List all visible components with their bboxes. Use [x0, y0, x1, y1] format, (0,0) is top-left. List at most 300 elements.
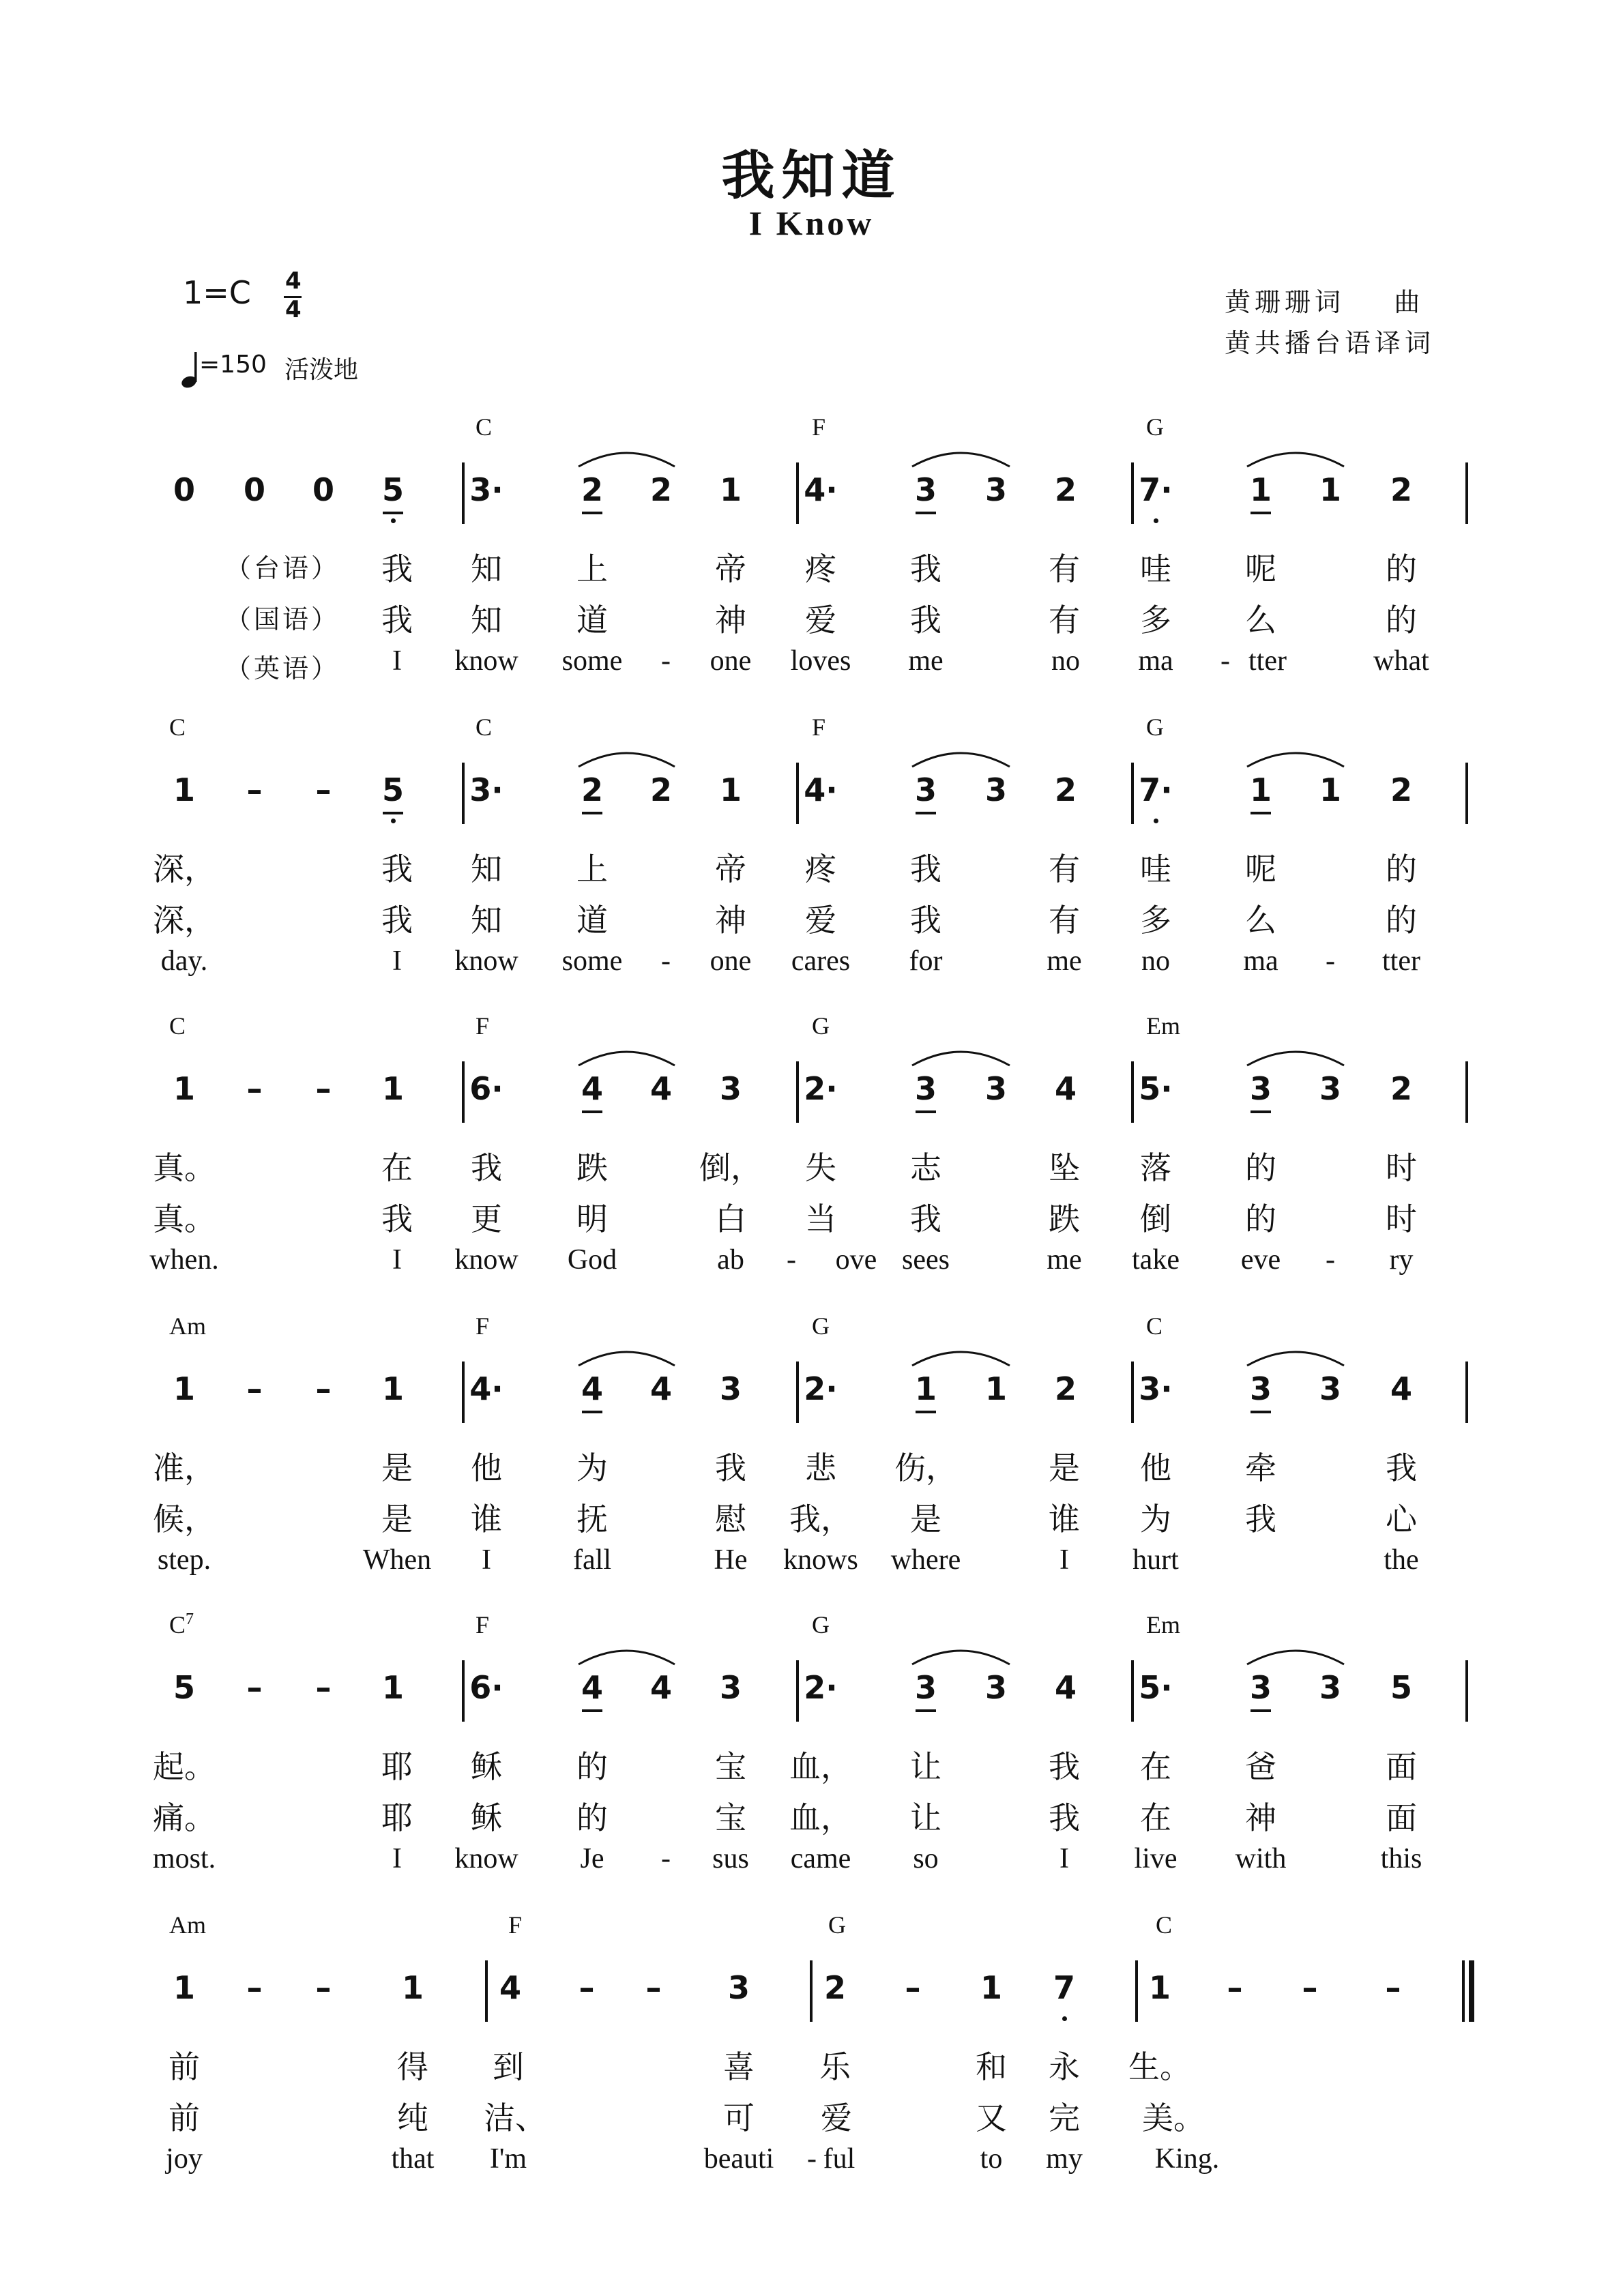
slur-arc — [1246, 744, 1345, 771]
lyric-english: cares — [791, 945, 851, 977]
lyric-english: He — [714, 1544, 748, 1576]
lyric-mandarin: 完 — [1049, 2100, 1080, 2136]
lyric-taiwanese: 面 — [1386, 1748, 1417, 1785]
song-title-english: I Know — [748, 204, 875, 242]
lyric-mandarin: 倒 — [1140, 1201, 1171, 1237]
jianpu-note: 3 — [1319, 1669, 1341, 1706]
chord-symbol: G — [1146, 713, 1164, 741]
lower-octave-dot — [391, 518, 396, 523]
lyric-taiwanese: 乐 — [819, 2048, 851, 2085]
jianpu-note: 2 — [1054, 771, 1077, 808]
jianpu-note: 2 — [1390, 1070, 1412, 1107]
jianpu-note: 0 — [243, 471, 265, 508]
lyric-mandarin: 美。 — [1142, 2100, 1205, 2136]
slur-arc — [911, 1342, 1011, 1370]
lyric-mandarin: 爱 — [821, 2100, 852, 2136]
lyric-taiwanese: 呢 — [1245, 851, 1276, 887]
jianpu-note: – — [246, 1370, 263, 1407]
lyric-mandarin: 耶 — [381, 1799, 413, 1836]
lyric-mandarin: 多 — [1140, 602, 1171, 638]
lyric-taiwanese: 我 — [471, 1149, 502, 1186]
slur-arc — [1246, 443, 1345, 471]
lyric-taiwanese: 的 — [1386, 851, 1417, 887]
lyric-english: tter — [1382, 945, 1420, 977]
note-underline — [582, 512, 602, 514]
lyric-mandarin: 跌 — [1049, 1201, 1080, 1237]
lower-octave-dot — [1062, 2016, 1067, 2021]
lyric-mandarin: 的 — [576, 1799, 608, 1836]
lyric-english: Je — [580, 1843, 604, 1874]
lower-octave-dot — [1154, 518, 1158, 523]
jianpu-note: 1 — [980, 1969, 1002, 2006]
lyric-taiwanese: 有 — [1049, 851, 1080, 887]
jianpu-note: – — [579, 1969, 595, 2006]
lyric-mandarin: 纯 — [397, 2100, 428, 2136]
lyric-taiwanese: 为 — [576, 1449, 608, 1486]
lyric-english: I — [392, 1843, 402, 1874]
language-label: （国语） — [225, 604, 340, 634]
lyric-english: me — [1047, 1244, 1082, 1276]
note-underline — [1251, 812, 1271, 814]
lyric-mandarin: 谁 — [1049, 1501, 1080, 1537]
lyric-taiwanese: 血， — [789, 1748, 852, 1785]
jianpu-note: 3 — [1319, 1370, 1341, 1407]
note-underline — [1251, 1110, 1271, 1113]
chord-symbol: C — [476, 713, 493, 741]
lyric-taiwanese: 准， — [153, 1449, 216, 1486]
lyric-mandarin: 洁、 — [484, 2100, 546, 2136]
jianpu-note: 1 — [914, 1370, 937, 1407]
lyric-english: beauti — [703, 2143, 774, 2175]
lyric-mandarin: 谁 — [471, 1501, 502, 1537]
lyric-mandarin: 神 — [1245, 1799, 1276, 1836]
lower-octave-dot — [391, 819, 396, 823]
lyric-taiwanese: 失 — [805, 1149, 836, 1186]
jianpu-note: 4 — [649, 1669, 672, 1706]
jianpu-note: 1 — [381, 1370, 404, 1407]
lyric-taiwanese: 悲 — [805, 1449, 836, 1486]
lyric-mandarin: 爱 — [805, 902, 836, 939]
jianpu-note: – — [315, 1969, 332, 2006]
lyric-mandarin: 我 — [910, 1201, 941, 1237]
lyric-taiwanese: 在 — [1140, 1748, 1171, 1785]
lyric-taiwanese: 帝 — [715, 851, 746, 887]
slur-arc — [577, 1042, 676, 1070]
jianpu-note: 1 — [719, 771, 742, 808]
note-underline — [916, 812, 936, 814]
lyric-taiwanese: 我 — [381, 851, 413, 887]
lyric-taiwanese: 永 — [1049, 2048, 1080, 2085]
chord-symbol: G — [812, 1312, 830, 1340]
lyric-mandarin: 更 — [471, 1201, 502, 1237]
lyric-mandarin: 稣 — [471, 1799, 502, 1836]
lyric-mandarin: 慰 — [715, 1501, 746, 1537]
lyric-mandarin: 抚 — [576, 1501, 608, 1537]
note-underline — [582, 1709, 602, 1712]
jianpu-note: 2 — [581, 771, 603, 808]
lyric-mandarin: 让 — [910, 1799, 941, 1836]
jianpu-note: – — [315, 771, 332, 808]
jianpu-note: 4 — [649, 1070, 672, 1107]
lyric-taiwanese: 生。 — [1128, 2048, 1191, 2085]
jianpu-note: 5· — [1139, 1669, 1173, 1706]
chord-symbol: $C^7$ — [169, 1610, 194, 1638]
barline — [1465, 1660, 1468, 1722]
lyric-mandarin: 么 — [1245, 602, 1276, 638]
song-title-chinese: 我知道 — [721, 145, 902, 207]
lyric-taiwanese: 疼 — [805, 550, 836, 587]
note-underline — [916, 1709, 936, 1712]
lyric-mandarin: 我， — [789, 1501, 852, 1537]
jianpu-note: 7· — [1139, 471, 1173, 508]
barline — [1465, 763, 1468, 824]
lyric-english: so — [913, 1843, 939, 1874]
lyric-taiwanese: 爸 — [1245, 1748, 1276, 1785]
lyric-english: King. — [1154, 2143, 1220, 2175]
slur-arc — [1246, 1641, 1345, 1668]
lyric-mandarin: 多 — [1140, 902, 1171, 939]
lyric-mandarin: 在 — [1140, 1799, 1171, 1836]
lyric-mandarin: 我 — [381, 602, 413, 638]
jianpu-note: 1 — [381, 1669, 404, 1706]
lyric-english: ry — [1389, 1244, 1414, 1276]
lyric-taiwanese: 真。 — [153, 1149, 216, 1186]
jianpu-note: – — [905, 1969, 921, 2006]
jianpu-note: – — [1227, 1969, 1243, 2006]
lyric-mandarin: 的 — [1386, 902, 1417, 939]
lyric-taiwanese: 的 — [576, 1748, 608, 1785]
lyric-english: I — [1059, 1843, 1069, 1874]
lyric-mandarin: 我 — [910, 602, 941, 638]
lyric-taiwanese: 和 — [976, 2048, 1007, 2085]
chord-symbol: Em — [1146, 1012, 1180, 1040]
jianpu-note: – — [1302, 1969, 1318, 2006]
barline — [1469, 1960, 1474, 2022]
jianpu-note: 2 — [823, 1969, 846, 2006]
lyric-english: - — [1326, 945, 1335, 977]
lyric-taiwanese: 我 — [381, 550, 413, 587]
lyric-english: what — [1373, 645, 1429, 677]
lyric-english: me — [908, 645, 944, 677]
lyric-mandarin: 有 — [1049, 902, 1080, 939]
language-label: （英语） — [225, 653, 340, 683]
jianpu-note: 1 — [173, 1969, 195, 2006]
lyric-taiwanese: 他 — [1140, 1449, 1171, 1486]
jianpu-note: 3 — [719, 1669, 742, 1706]
lyric-english: I — [1059, 1544, 1069, 1576]
lyric-english: tter — [1248, 645, 1287, 677]
lyric-mandarin: 可 — [723, 2100, 755, 2136]
jianpu-note: – — [315, 1669, 332, 1706]
jianpu-note: 0 — [312, 471, 334, 508]
jianpu-note: – — [1385, 1969, 1401, 2006]
jianpu-note: 1 — [719, 471, 742, 508]
chord-symbol: C — [1146, 1312, 1163, 1340]
jianpu-note: 2 — [1390, 771, 1412, 808]
lyric-english: - — [1326, 1244, 1335, 1276]
jianpu-note: 4 — [581, 1070, 603, 1107]
lyric-taiwanese: 的 — [1245, 1149, 1276, 1186]
lyric-english: joy — [166, 2143, 203, 2175]
lyric-mandarin: 深， — [153, 902, 216, 939]
jianpu-note: 4· — [804, 771, 838, 808]
chord-symbol: Em — [1146, 1611, 1180, 1638]
lyric-english: one — [710, 945, 752, 977]
lyric-english: sus — [712, 1843, 749, 1874]
lyric-mandarin: 宝 — [715, 1799, 746, 1836]
lyric-english: most. — [152, 1843, 216, 1874]
time-signature-top: 4 — [285, 267, 302, 295]
lyric-english: - — [661, 645, 671, 677]
lyric-english: me — [1047, 945, 1082, 977]
jianpu-note: – — [246, 771, 263, 808]
lyric-english: to — [980, 2143, 1003, 2175]
note-underline — [383, 812, 403, 814]
barline — [1465, 1362, 1468, 1423]
jianpu-note: 3 — [914, 1070, 937, 1107]
lyric-english: I — [392, 945, 402, 977]
lyric-taiwanese: 落 — [1140, 1149, 1171, 1186]
chord-symbol: C — [169, 1012, 186, 1040]
tempo-text: 活泼地 — [284, 356, 359, 384]
note-underline — [916, 1411, 936, 1413]
jianpu-note: 3 — [914, 771, 937, 808]
jianpu-note: 3 — [1319, 1070, 1341, 1107]
lyric-mandarin: 是 — [910, 1501, 941, 1537]
lyric-taiwanese: 我 — [910, 550, 941, 587]
lyric-mandarin: 的 — [1245, 1201, 1276, 1237]
jianpu-note: – — [645, 1969, 662, 2006]
lyric-taiwanese: 到 — [493, 2048, 524, 2085]
lyric-english: when. — [149, 1244, 219, 1276]
lyric-taiwanese: 有 — [1049, 550, 1080, 587]
jianpu-note: 1 — [1148, 1969, 1171, 2006]
chord-symbol: F — [812, 413, 826, 441]
chord-symbol: F — [476, 1312, 490, 1340]
lyric-english: know — [454, 1843, 518, 1874]
jianpu-note: 3 — [719, 1370, 742, 1407]
lyric-taiwanese: 宝 — [715, 1748, 746, 1785]
lyric-english: no — [1051, 645, 1080, 677]
note-underline — [1251, 512, 1271, 514]
lyric-taiwanese: 前 — [169, 2048, 200, 2085]
jianpu-note: 1 — [1319, 771, 1341, 808]
credit-composer: 黄珊珊词 曲 — [1225, 287, 1424, 317]
note-underline — [1251, 1709, 1271, 1712]
jianpu-note: 2 — [1054, 471, 1077, 508]
jianpu-note: 1 — [984, 1370, 1007, 1407]
jianpu-note: 3 — [914, 1669, 937, 1706]
jianpu-note: 2 — [649, 471, 672, 508]
lower-octave-dot — [1154, 819, 1158, 823]
jianpu-note: 3 — [984, 1669, 1007, 1706]
lyric-taiwanese: 哇 — [1140, 851, 1171, 887]
lyric-english: - — [661, 1843, 671, 1874]
jianpu-note: 4 — [649, 1370, 672, 1407]
lyric-english: ove — [835, 1244, 877, 1276]
jianpu-note: 6· — [469, 1669, 503, 1706]
lyric-taiwanese: 呢 — [1245, 550, 1276, 587]
lyric-mandarin: 血， — [789, 1799, 852, 1836]
jianpu-note: 5 — [381, 471, 404, 508]
lyric-mandarin: 当 — [805, 1201, 836, 1237]
lyric-english: day. — [160, 945, 208, 977]
jianpu-note: 1 — [173, 1070, 195, 1107]
lyric-mandarin: 道 — [576, 902, 608, 939]
lyric-mandarin: 为 — [1140, 1501, 1171, 1537]
lyric-mandarin: 我 — [381, 1201, 413, 1237]
jianpu-note: 4· — [469, 1370, 503, 1407]
lyric-mandarin: 白 — [715, 1201, 746, 1237]
lyric-english: with — [1235, 1843, 1287, 1874]
lyric-mandarin: 候， — [153, 1501, 216, 1537]
slur-arc — [911, 1042, 1011, 1070]
lyric-english: eve — [1240, 1244, 1281, 1276]
lyric-taiwanese: 我 — [1386, 1449, 1417, 1486]
lyric-taiwanese: 的 — [1386, 550, 1417, 587]
lyric-english: - — [661, 945, 671, 977]
lyric-english: some — [561, 645, 623, 677]
jianpu-note: 1 — [401, 1969, 424, 2006]
jianpu-note: – — [315, 1370, 332, 1407]
lyric-english: sees — [902, 1244, 950, 1276]
jianpu-note: 3 — [719, 1070, 742, 1107]
jianpu-note: 3 — [984, 1070, 1007, 1107]
lyric-mandarin: 神 — [715, 602, 746, 638]
lyric-english: loves — [790, 645, 851, 677]
jianpu-note: 2· — [804, 1370, 838, 1407]
lyric-english: When — [362, 1544, 432, 1576]
jianpu-note: 2 — [649, 771, 672, 808]
jianpu-note: 3 — [1249, 1370, 1272, 1407]
jianpu-note: 5 — [381, 771, 404, 808]
lyric-taiwanese: 喜 — [723, 2048, 755, 2085]
jianpu-note: 2 — [1390, 471, 1412, 508]
lyric-english: for — [909, 945, 943, 977]
jianpu-note: 3 — [727, 1969, 750, 2006]
lyric-english: my — [1046, 2143, 1083, 2175]
slur-arc — [577, 443, 676, 471]
lyric-english: know — [454, 1244, 518, 1276]
lyric-english: ful — [823, 2143, 856, 2175]
lyric-mandarin: 神 — [715, 902, 746, 939]
jianpu-note: 4 — [1054, 1669, 1077, 1706]
lyric-english: the — [1384, 1544, 1419, 1576]
jianpu-note: – — [246, 1669, 263, 1706]
lyric-taiwanese: 倒， — [699, 1149, 762, 1186]
lyric-mandarin: 是 — [381, 1501, 413, 1537]
barline — [1465, 1061, 1468, 1123]
chord-symbol: C — [169, 713, 186, 741]
jianpu-note: 1 — [1249, 771, 1272, 808]
lyric-mandarin: 知 — [471, 902, 502, 939]
jianpu-note: 2· — [804, 1070, 838, 1107]
chord-symbol: F — [476, 1611, 490, 1638]
lyric-taiwanese: 我 — [715, 1449, 746, 1486]
lyric-taiwanese: 哇 — [1140, 550, 1171, 587]
lyric-taiwanese: 伤， — [894, 1449, 957, 1486]
chord-symbol: C — [1156, 1911, 1173, 1939]
jianpu-note: 5· — [1139, 1070, 1173, 1107]
lyric-taiwanese: 上 — [576, 851, 608, 887]
chord-symbol: G — [1146, 413, 1164, 441]
lyric-taiwanese: 我 — [910, 851, 941, 887]
lyric-english: I — [482, 1544, 491, 1576]
lyric-taiwanese: 时 — [1386, 1149, 1417, 1186]
jianpu-note: 5 — [1390, 1669, 1412, 1706]
jianpu-note: 3 — [1249, 1070, 1272, 1107]
jianpu-note: 6· — [469, 1070, 503, 1107]
slur-arc — [911, 443, 1011, 471]
tempo-value: =150 — [199, 351, 267, 379]
lyric-english: ma — [1138, 645, 1173, 677]
chord-symbol: C — [476, 413, 493, 441]
lyric-mandarin: 么 — [1245, 902, 1276, 939]
lyric-mandarin: 又 — [976, 2100, 1007, 2136]
slur-arc — [911, 744, 1011, 771]
jianpu-note: 4· — [804, 471, 838, 508]
lyric-english: hurt — [1132, 1544, 1179, 1576]
lyric-taiwanese: 稣 — [471, 1748, 502, 1785]
note-underline — [582, 1411, 602, 1413]
note-underline — [383, 512, 403, 514]
lyric-taiwanese: 得 — [397, 2048, 428, 2085]
credit-translator: 黄共播台语译词 — [1225, 328, 1435, 358]
lyric-english: I — [392, 645, 402, 677]
chord-symbol: G — [828, 1911, 846, 1939]
note-underline — [916, 512, 936, 514]
lyric-taiwanese: 牵 — [1245, 1449, 1276, 1486]
lyric-mandarin: 心 — [1386, 1501, 1417, 1537]
lyric-english: - — [807, 2143, 817, 2175]
lyric-english: ab — [717, 1244, 744, 1276]
lyric-english: that — [391, 2143, 435, 2175]
jianpu-note: 1 — [173, 771, 195, 808]
lyric-mandarin: 明 — [576, 1201, 608, 1237]
language-label: （台语） — [225, 553, 340, 583]
slur-arc — [577, 1342, 676, 1370]
note-underline — [582, 1110, 602, 1113]
jianpu-note: 2 — [1054, 1370, 1077, 1407]
jianpu-note: 5 — [173, 1669, 195, 1706]
jianpu-note: 3· — [469, 471, 503, 508]
lyric-taiwanese: 是 — [1049, 1449, 1080, 1486]
lyric-taiwanese: 是 — [381, 1449, 413, 1486]
lyric-taiwanese: 帝 — [715, 550, 746, 587]
jianpu-note: 4 — [581, 1669, 603, 1706]
jianpu-note: 3 — [1249, 1669, 1272, 1706]
lyric-english: knows — [783, 1544, 858, 1576]
lyric-taiwanese: 知 — [471, 851, 502, 887]
jianpu-note: 4 — [1390, 1370, 1412, 1407]
lyric-taiwanese: 我 — [1049, 1748, 1080, 1785]
lyric-taiwanese: 疼 — [805, 851, 836, 887]
lyric-mandarin: 我 — [381, 902, 413, 939]
jianpu-note: 4 — [581, 1370, 603, 1407]
slur-arc — [577, 1641, 676, 1668]
chord-symbol: F — [508, 1911, 523, 1939]
jianpu-note: 1 — [173, 1370, 195, 1407]
lyric-english: came — [790, 1843, 851, 1874]
lyric-english: one — [710, 645, 752, 677]
jianpu-note: – — [246, 1969, 263, 2006]
lyric-taiwanese: 起。 — [153, 1748, 216, 1785]
lyric-mandarin: 前 — [169, 2100, 200, 2136]
lyric-english: step. — [157, 1544, 211, 1576]
jianpu-note: 7· — [1139, 771, 1173, 808]
lyric-taiwanese: 让 — [910, 1748, 941, 1785]
lyric-taiwanese: 在 — [381, 1149, 413, 1186]
